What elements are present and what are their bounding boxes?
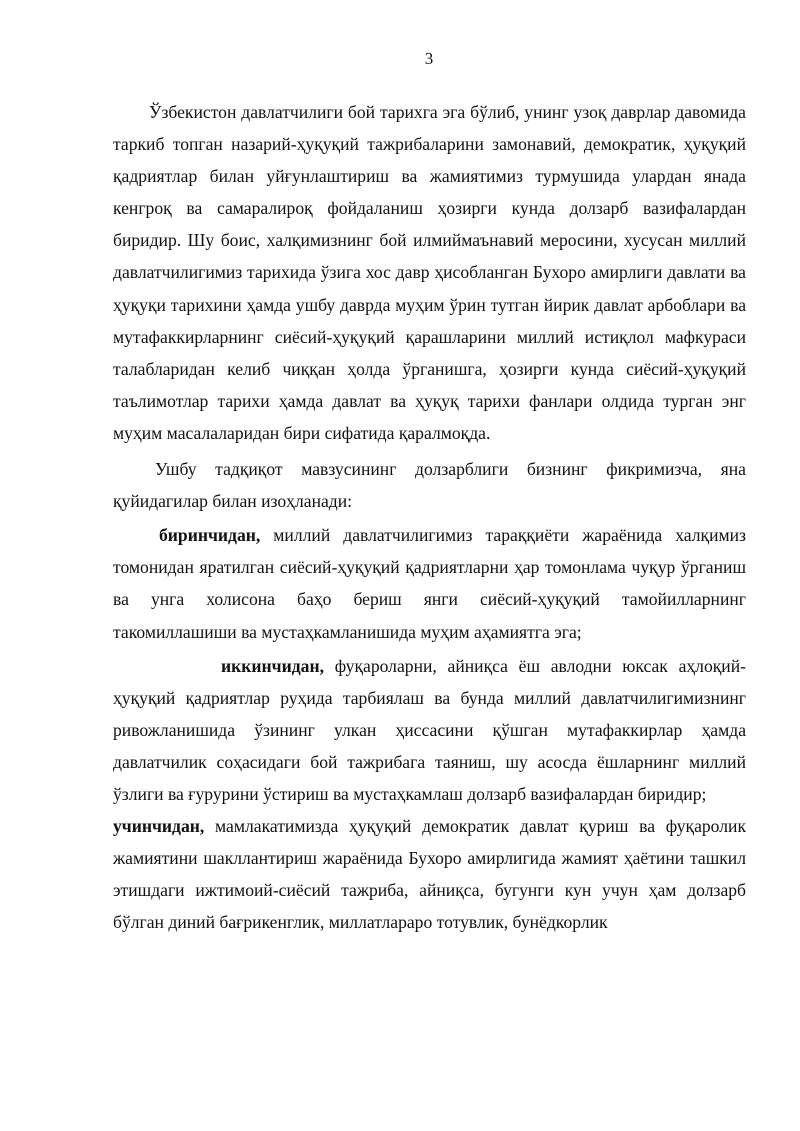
paragraph-text: Ушбу тадқиқот мавзусининг долзарблиги бизнинг фикримизча, яна қуйидагилар билан изоҳланади: <box>113 459 746 512</box>
paragraph-lead-third: учинчидан, <box>113 816 205 837</box>
paragraph-first-point <box>113 519 746 647</box>
page-number: 3 <box>424 49 434 68</box>
paragraph-intro <box>113 96 746 449</box>
paragraph-lead-second: иккинчидан, <box>221 655 324 676</box>
paragraph-text: мамлакатимизда ҳуқуқий демократик давлат қуриш ва фуқаролик жамиятини шакллантириш жараёнида Бухоро амирлигида жамият ҳаётини ташкил этишдаги ижтимоий-сиёсий тажриба, айниқса, бугунги кун учун ҳам долзарб бўлган диний бағрикенглик, миллатлараро тотувлик, бунёдкорлик <box>113 816 746 933</box>
paragraph-text: фуқароларни, айниқса ёш авлодни юксак аҳлоқий-ҳуқуқий қадриятлар руҳида тарбиялаш ва бунда миллий давлатчилигимизнинг ривожланишида ўзининг улкан ҳиссасини қўшган мутафаккирлар ҳамда давлатчилик соҳасидаги бой тажрибага таяниш, шу асосда ёшларнинг миллий ўзлиги ва ғурурини ўстириш ва мустаҳкамлаш долзарб вазифалардан биридир; <box>113 655 746 804</box>
paragraph-lead-first: биринчидан, <box>159 525 261 546</box>
paragraph-second-point <box>113 650 746 810</box>
document-body <box>113 96 746 938</box>
paragraph-third-point <box>113 810 746 938</box>
paragraph-relevance <box>113 453 746 517</box>
paragraph-text: Ўзбекистон давлатчилиги бой тарихга эга бўлиб, унинг узоқ даврлар давомида таркиб топган назарий-ҳуқуқий тажрибаларини замонавий, демократик, ҳуқуқий қадриятлар билан уйғунлаштириш ва жамиятимиз турмушида улардан янада кенгроқ ва самаралироқ фойдаланиш ҳозирги кунда долзарб вазифалардан биридир. Шу боис, халқимизнинг бой илмиймаънавий меросини, хусусан миллий давлатчилигимиз тарихида ўзига хос давр ҳисобланган Бухоро амирлиги давлати ва ҳуқуқи тарихини ҳамда ушбу даврда муҳим ўрин тутган йирик давлат арбоблари ва мутафаккирларнинг сиёсий-ҳуқуқий қарашларини миллий истиқлол мафкураси талабларидан келиб чиққан ҳолда ўрганишга, ҳозирги кунда сиёсий-ҳуқуқий таълимотлар тарихи ҳамда давлат ва ҳуқуқ тарихи фанлари олдида турган энг муҳим масалаларидан бири сифатида қаралмоқда. <box>113 102 746 443</box>
paragraph-text: миллий давлатчилигимиз тараққиёти жараёнида халқимиз томонидан яратилган сиёсий-ҳуқуқий қадриятларни ҳар томонлама чуқур ўрганиш ва унга холисона баҳо бериш янги сиёсий-ҳуқуқий тамойилларнинг такомиллашиши ва мустаҳкамланишида муҳим аҳамиятга эга; <box>113 525 746 642</box>
